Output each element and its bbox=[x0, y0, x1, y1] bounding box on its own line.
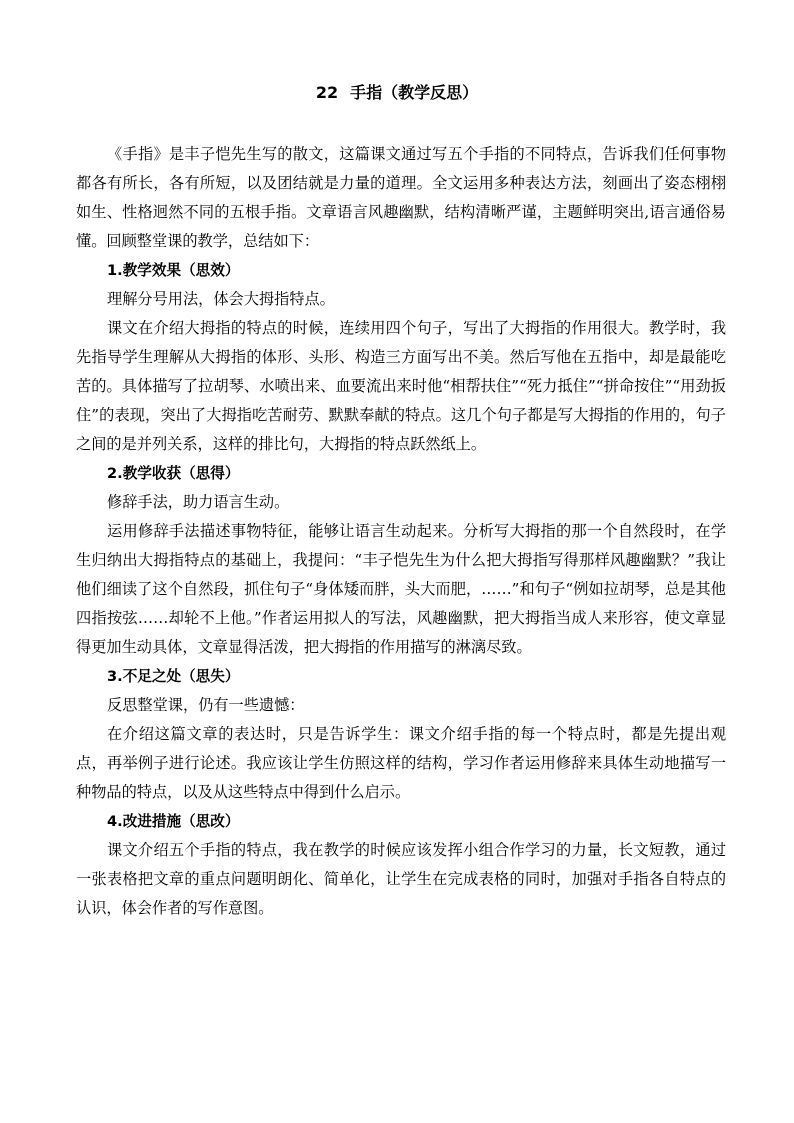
section-summary: 反思整堂课，仍有一些遗憾： bbox=[107, 696, 305, 714]
body-paragraph: 在介绍这篇文章的表达时，只是告诉学生：课文介绍手指的每一个特点时，都是先提出观点，再举例子进行论述。我应该让学生仿照这样的结构，学习作者运用修辞来具体生动地描写一种物品的特点，以及从这些特点中得到什么启示。 bbox=[76, 725, 726, 801]
section-heading-effect: 1.教学效果（思效） bbox=[107, 262, 240, 279]
lesson-title: 手指（教学反思） bbox=[350, 83, 479, 102]
page-title bbox=[0, 82, 794, 104]
body-paragraph: 课文在介绍大拇指的特点的时候，连续用四个句子，写出了大拇指的作用很大。教学时，我先指导学生理解从大拇指的体形、头形、构造三方面写出不美。然后写他在五指中，却是最能吃苦的。具体描写了拉胡琴、水喷出来、血要流出来时他“相帮扶住”“死力抵住”“拼命按住”“用劲扳住”的表现，突出了大拇指吃苦耐劳、默默奉献的特点。这几个句子都是写大拇指的作用的，句子之间的是并列关系，这样的排比句，大拇指的特点跃然纸上。 bbox=[76, 319, 726, 453]
body-paragraph: 运用修辞手法描述事物特征，能够让语言生动起来。分析写大拇指的那一个自然段时，在学生归纳出大拇指特点的基础上，我提问：“丰子恺先生为什么把大拇指写得那样风趣幽默？”我让他们细读了这个自然段，抓住句子“身体矮而胖，头大而肥，……”和句子“例如拉胡琴，总是其他四指按弦……却轮不上他。”作者运用拟人的写法，风趣幽默，把大拇指当成人来形容，使文章显得更加生动具体，文章显得活泼，把大拇指的作用描写的淋漓尽致。 bbox=[76, 522, 726, 656]
section-heading-gains: 2.教学收获（思得） bbox=[107, 465, 240, 482]
lesson-number: 22 bbox=[315, 83, 339, 102]
body-paragraph: 课文介绍五个手指的特点，我在教学的时候应该发挥小组合作学习的力量，长文短教，通过一张表格把文章的重点问题明朗化、简单化，让学生在完成表格的同时，加强对手指各自特点的认识，体会作者的写作意图。 bbox=[76, 841, 726, 917]
intro-paragraph: 《手指》是丰子恺先生写的散文，这篇课文通过写五个手指的不同特点，告诉我们任何事物都各有所长，各有所短，以及团结就是力量的道理。全文运用多种表达方法，刻画出了姿态栩栩如生、性格迥然不同的五根手指。文章语言风趣幽默，结构清晰严谨，主题鲜明突出,语言通俗易懂。回顾整堂课的教学，总结如下： bbox=[76, 145, 726, 250]
section-summary: 修辞手法，助力语言生动。 bbox=[107, 493, 290, 511]
section-summary: 理解分号用法，体会大拇指特点。 bbox=[107, 290, 335, 308]
section-heading-improvements: 4.改进措施（思改） bbox=[107, 813, 240, 830]
document-body bbox=[76, 140, 726, 923]
section-heading-shortcomings: 3.不足之处（思失） bbox=[107, 668, 240, 685]
